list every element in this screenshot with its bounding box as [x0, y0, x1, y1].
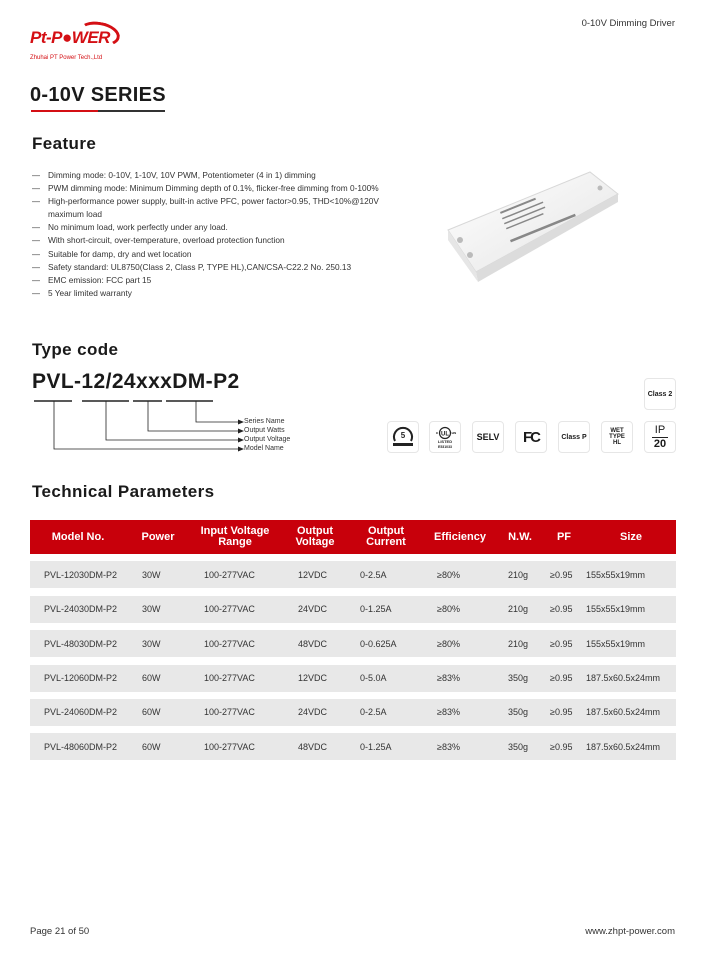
cell-model: PVL-12060DM-P2 [44, 673, 118, 684]
svg-text:c: c [436, 430, 439, 435]
feature-item: — With short-circuit, over-temperature, overload protection function [32, 234, 392, 247]
feature-list [32, 169, 392, 300]
ip-label: IP [652, 425, 668, 438]
wet-type-hl-label: WET TYPE HL [609, 428, 625, 446]
class-p-label: Class P [561, 433, 587, 441]
cell-input-voltage: 100-277VAC [204, 673, 255, 684]
col-power: Power [141, 530, 175, 543]
label-series-name: Series Name [244, 418, 285, 425]
type-code-value: PVL-12/24xxxDM-P2 [32, 370, 240, 393]
table-row [30, 665, 676, 692]
cell-output-current: 0-5.0A [360, 673, 387, 684]
table-row [30, 699, 676, 726]
cell-model: PVL-24030DM-P2 [44, 604, 118, 615]
cell-pf: ≥0.95 [550, 707, 573, 718]
feature-item: — No minimum load, work perfectly under any load. [32, 221, 392, 234]
col-size: Size [619, 530, 642, 543]
col-output-current: Output Current [366, 525, 406, 548]
cell-efficiency: ≥80% [437, 569, 460, 580]
cell-output-current: 0-1.25A [360, 741, 392, 752]
series-title: 0-10V SERIES [30, 84, 166, 106]
svg-text:E531033: E531033 [437, 445, 453, 449]
cell-output-voltage: 48VDC [298, 741, 328, 752]
cell-net-weight: 350g [508, 741, 529, 752]
cell-pf: ≥0.95 [550, 638, 573, 649]
cell-model: PVL-24060DM-P2 [44, 707, 118, 718]
cul-us-listed-icon [429, 421, 461, 453]
table-header [30, 520, 676, 554]
svg-text:UL: UL [441, 431, 449, 438]
cell-power: 60W [142, 707, 161, 718]
feature-item: — Suitable for damp, dry and wet location [32, 248, 392, 261]
feature-item: — 5 Year limited warranty [32, 287, 392, 300]
wet-type-hl-icon [601, 421, 633, 453]
selv-icon [472, 421, 504, 453]
cell-pf: ≥0.95 [550, 673, 573, 684]
cell-net-weight: 350g [508, 707, 529, 718]
svg-text:us: us [451, 430, 457, 435]
cell-efficiency: ≥83% [437, 707, 460, 718]
class2-label: Class 2 [647, 390, 673, 398]
cell-power: 60W [142, 741, 161, 752]
ip-rating-label: 20 [653, 437, 667, 450]
cell-power: 30W [142, 638, 161, 649]
technical-parameters-table [30, 520, 676, 760]
company-logo [30, 22, 122, 67]
selv-label: SELV [476, 431, 500, 442]
cell-efficiency: ≥83% [437, 741, 460, 752]
cell-output-current: 0-1.25A [360, 604, 392, 615]
table-row [30, 561, 676, 588]
label-output-voltage: Output Voltage [244, 436, 291, 443]
cell-size: 187.5x60.5x24mm [586, 707, 661, 718]
page-number: Page 21 of 50 [30, 926, 90, 937]
cell-net-weight: 210g [508, 569, 529, 580]
feature-item: — Dimming mode: 0-10V, 1-10V, 10V PWM, Potentiometer (4 in 1) dimming [32, 169, 392, 182]
website-link[interactable]: www.zhpt-power.com [585, 926, 675, 937]
fcc-label: FC [523, 428, 539, 446]
warranty-5-year-icon [387, 421, 419, 453]
cell-power: 30W [142, 604, 161, 615]
cell-size: 155x55x19mm [586, 569, 646, 580]
product-image [440, 160, 620, 290]
col-model-no: Model No. [51, 530, 105, 543]
cell-output-voltage: 24VDC [298, 604, 328, 615]
cell-model: PVL-48030DM-P2 [44, 638, 118, 649]
col-efficiency: Efficiency [434, 530, 486, 543]
cell-output-voltage: 12VDC [298, 673, 328, 684]
cell-pf: ≥0.95 [550, 604, 573, 615]
cell-input-voltage: 100-277VAC [204, 741, 255, 752]
svg-text:LISTED: LISTED [437, 439, 453, 444]
cell-output-current: 0-2.5A [360, 707, 387, 718]
cell-output-current: 0-2.5A [360, 569, 387, 580]
label-model-name: Model Name [244, 445, 284, 452]
cell-size: 155x55x19mm [586, 604, 646, 615]
document-title: 0-10V Dimming Driver [581, 18, 675, 29]
col-pf: PF [556, 530, 572, 543]
col-input-voltage: Input Voltage Range [200, 525, 270, 548]
label-output-watts: Output Watts [244, 427, 285, 434]
feature-item: — PWM dimming mode: Minimum Dimming depth of 0.1%, flicker-free dimming from 0-100% [32, 182, 392, 195]
logo-text: Pt-P●WER [30, 28, 110, 47]
cell-efficiency: ≥83% [437, 673, 460, 684]
company-name: Zhuhai PT Power Tech.,Ltd [30, 55, 103, 61]
cell-power: 60W [142, 673, 161, 684]
cell-size: 155x55x19mm [586, 638, 646, 649]
cell-size: 187.5x60.5x24mm [586, 741, 661, 752]
col-output-voltage: Output Voltage [295, 525, 335, 548]
cell-net-weight: 210g [508, 638, 529, 649]
type-code-heading: Type code [32, 340, 119, 359]
type-code-diagram [32, 398, 322, 460]
cell-pf: ≥0.95 [550, 569, 573, 580]
table-row [30, 596, 676, 623]
fcc-icon [515, 421, 547, 453]
feature-heading: Feature [32, 134, 97, 153]
cell-net-weight: 350g [508, 673, 529, 684]
cell-model: PVL-48060DM-P2 [44, 741, 118, 752]
cell-output-voltage: 48VDC [298, 638, 328, 649]
technical-parameters-heading: Technical Parameters [32, 482, 215, 501]
cell-efficiency: ≥80% [437, 604, 460, 615]
feature-item: — High-performance power supply, built-in active PFC, power factor>0.95, THD<10%@120V maximum load [32, 195, 392, 221]
cell-net-weight: 210g [508, 604, 529, 615]
cell-input-voltage: 100-277VAC [204, 569, 255, 580]
cell-output-voltage: 24VDC [298, 707, 328, 718]
cell-input-voltage: 100-277VAC [204, 638, 255, 649]
cell-output-voltage: 12VDC [298, 569, 328, 580]
cell-power: 30W [142, 569, 161, 580]
table-row [30, 630, 676, 657]
title-underline [31, 110, 165, 112]
feature-item: — EMC emission: FCC part 15 [32, 274, 392, 287]
cell-model: PVL-12030DM-P2 [44, 569, 118, 580]
cell-efficiency: ≥80% [437, 638, 460, 649]
ip20-icon [644, 421, 676, 453]
class2-cert-icon [644, 378, 676, 410]
cell-output-current: 0-0.625A [360, 638, 397, 649]
table-row [30, 733, 676, 760]
col-net-weight: N.W. [508, 530, 532, 543]
cell-input-voltage: 100-277VAC [204, 604, 255, 615]
cell-input-voltage: 100-277VAC [204, 707, 255, 718]
svg-text:5: 5 [400, 431, 406, 440]
feature-item: — Safety standard: UL8750(Class 2, Class P, TYPE HL),CAN/CSA-C22.2 No. 250.13 [32, 261, 392, 274]
cell-pf: ≥0.95 [550, 741, 573, 752]
class-p-icon [558, 421, 590, 453]
cell-size: 187.5x60.5x24mm [586, 673, 661, 684]
